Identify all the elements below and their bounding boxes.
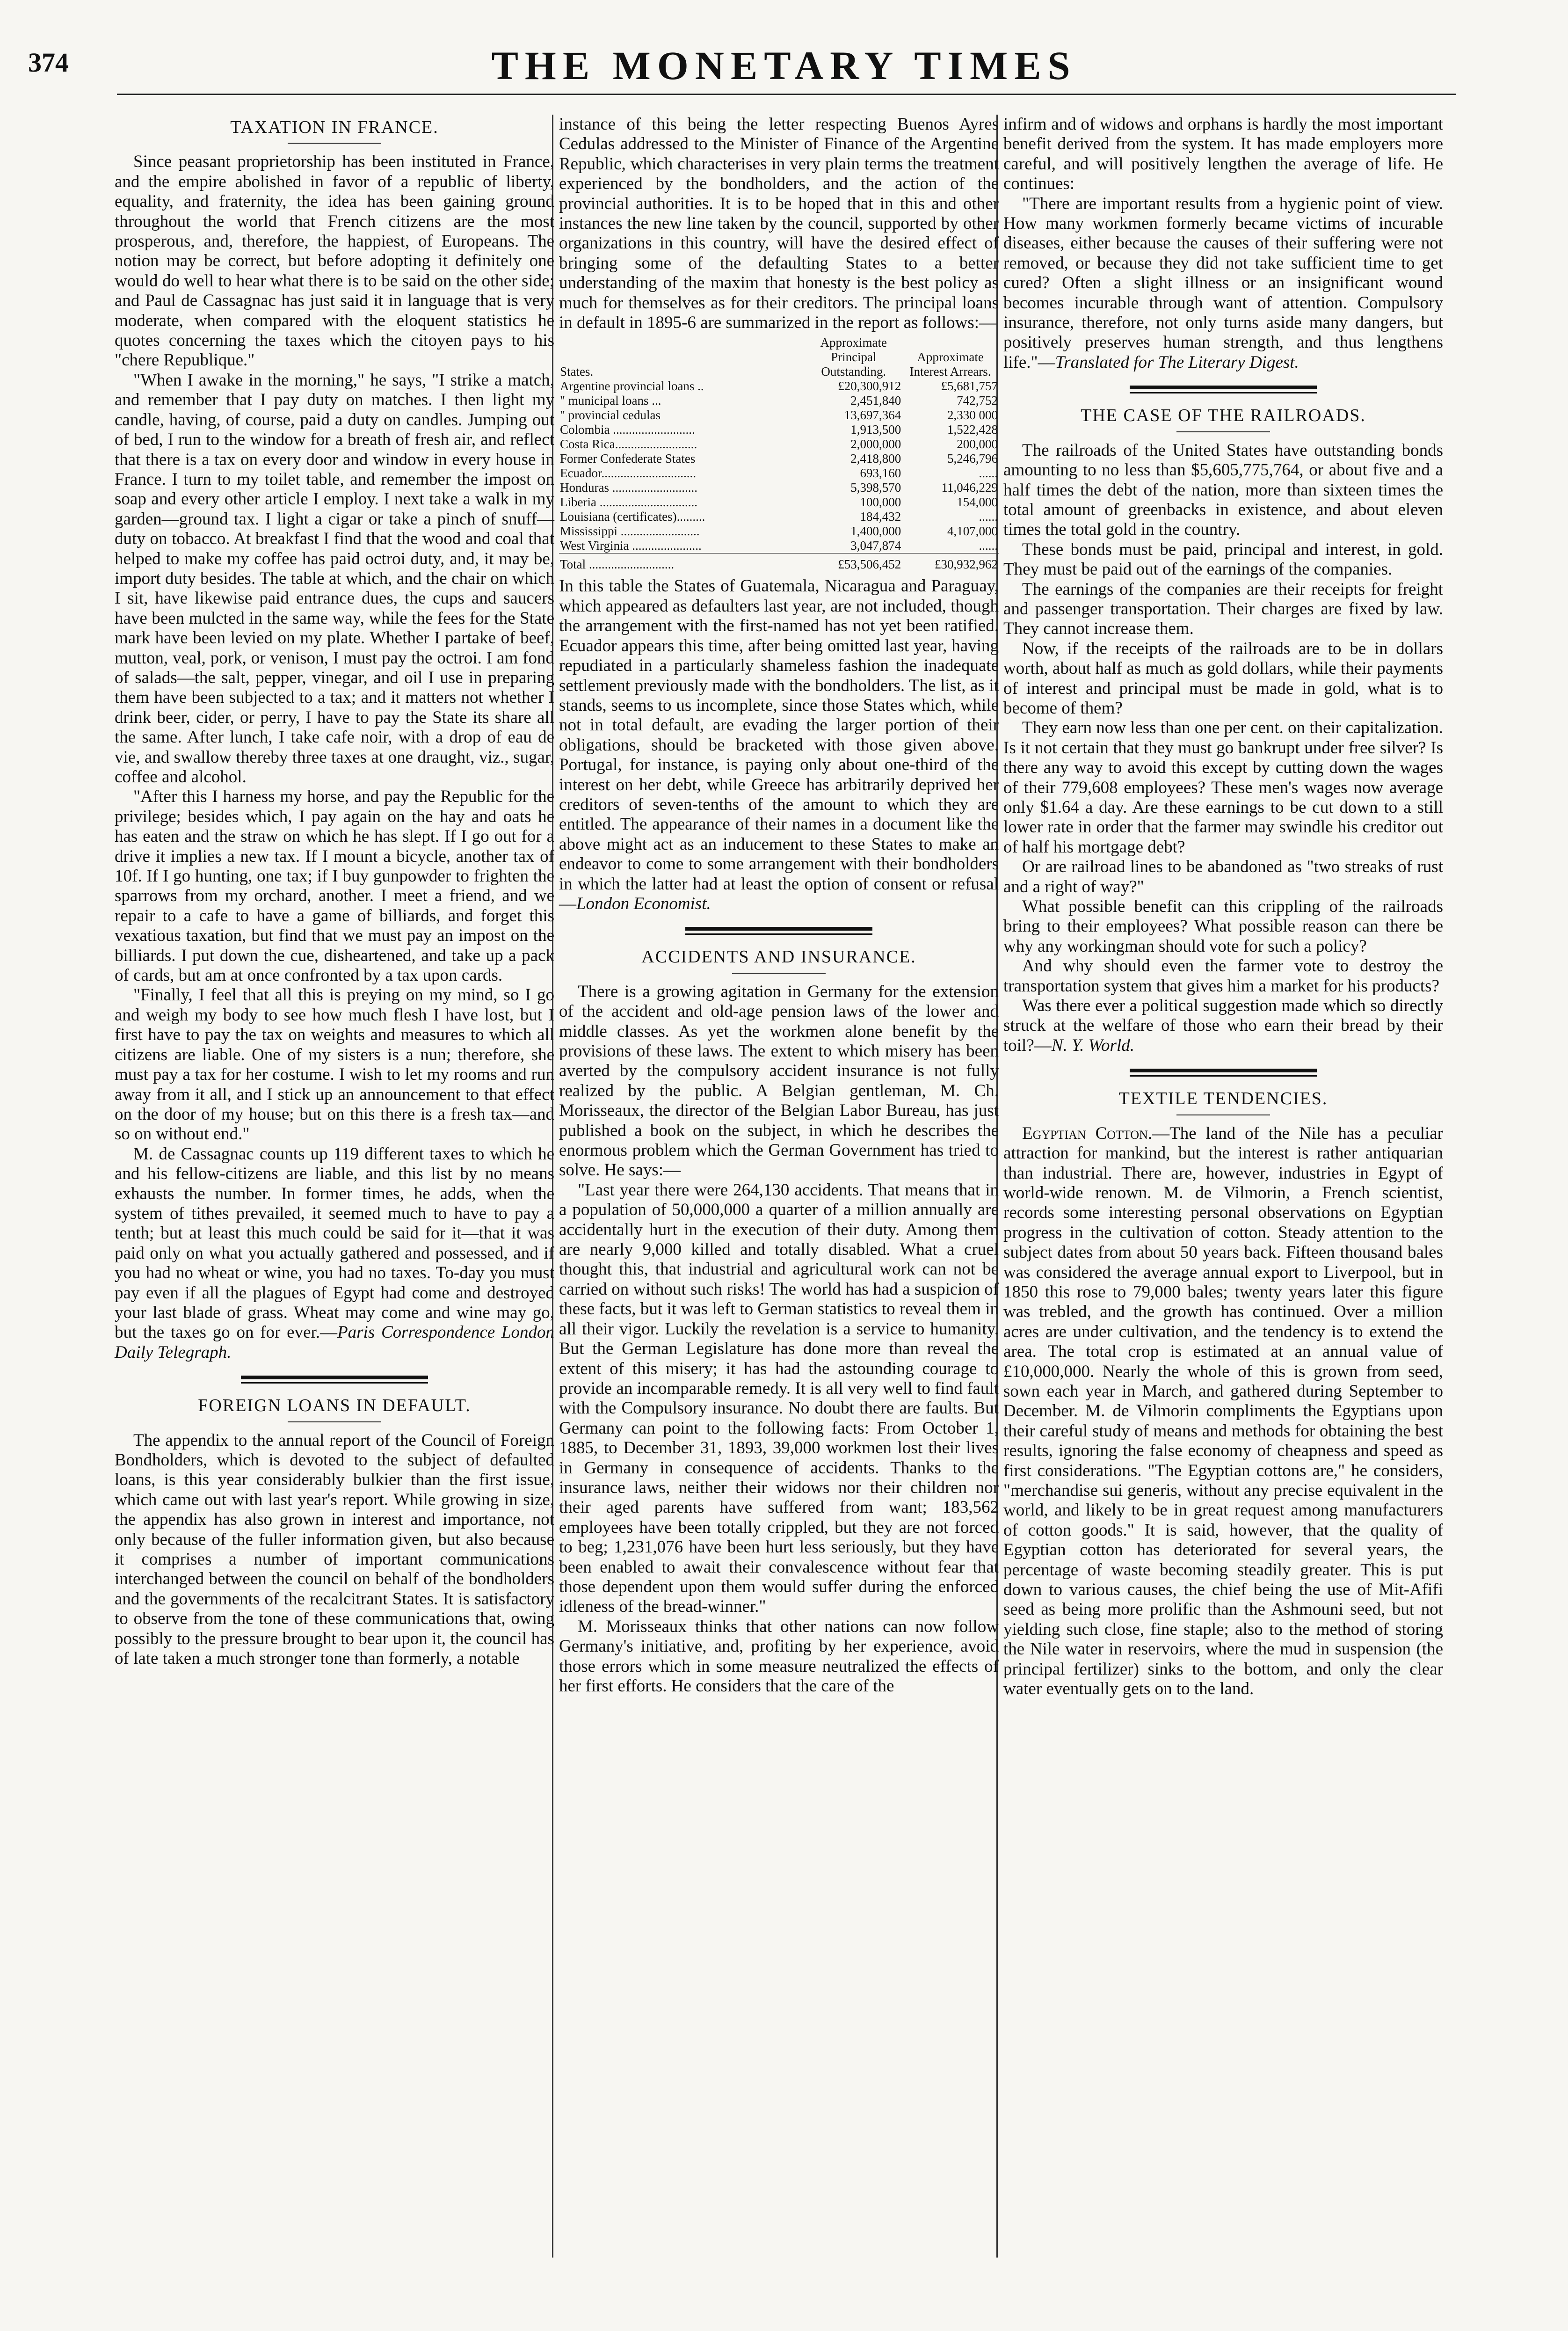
article-heading-railroads: THE CASE OF THE RAILROADS. (1081, 406, 1366, 426)
paragraph: infirm and of widows and orphans is hardly the most important benefit derived from the system. It has made employers more careful, and will positively lengthen the average of life. He continues: (1003, 115, 1443, 194)
table-cell: 200,000 (957, 437, 998, 452)
paragraph: The earnings of the companies are their receipts for freight and passenger transportation. Their charges are fixed by law. They cannot increase them. (1003, 579, 1443, 639)
article-heading-foreign-loans: FOREIGN LOANS IN DEFAULT. (198, 1396, 471, 1416)
heading-rule (288, 143, 381, 144)
table-row (559, 437, 999, 452)
table-row (559, 510, 999, 524)
table-header: States. (560, 364, 594, 379)
table-cell: West Virginia ...................... (560, 539, 702, 553)
paragraph: They earn now less than one per cent. on their capitalization. Is it not certain that they must go bankrupt under free silver? Is there any way to avoid this except by cutting down the wages of their 779,608 employees? These men's wages now average only $1.64 a day. Are these earnings to be cut down to a still lower rate in order that the farmer may swindle his creditor out of half his mortgage debt? (1003, 718, 1443, 857)
table-cell: 2,451,840 (850, 393, 901, 408)
table-cell: 1,522,428 (947, 422, 998, 437)
table-cell: 184,432 (860, 510, 901, 524)
paragraph (1003, 1124, 1443, 1699)
table-cell: 2,418,800 (850, 452, 901, 466)
paragraph-text: Was there ever a political suggestion made which so directly struck at the welfare of those who earn their bread by their toil?— (1003, 996, 1443, 1055)
table-row (559, 524, 999, 539)
paragraph: Or are railroad lines to be abandoned as "two streaks of rust and a right of way?" (1003, 857, 1443, 896)
heading-rule (732, 973, 826, 974)
table-total-row (559, 554, 999, 572)
article-heading-accidents: ACCIDENTS AND INSURANCE. (641, 947, 916, 967)
heading-rule (1176, 431, 1270, 432)
table-cell: 5,398,570 (850, 481, 901, 495)
table-header: Approximate Interest Arrears. (909, 350, 991, 379)
column-3 (1003, 115, 1443, 1699)
paragraph: And why should even the farmer vote to destroy the transportation system that gives him a market for his products? (1003, 956, 1443, 996)
table-cell: 693,160 (860, 466, 901, 481)
paragraph: "Last year there were 264,130 accidents. That means that in a population of 50,000,000 a quarter of a million annually are accidentally hurt in the execution of their duty. Among them are nearly 9,000 killed and totally disabled. What a cruel thought this, that industrial and agricultural work can not be carried on without such risks! The world has had a suspicion of these facts, but it was left to German statistics to reveal them in all their vigor. Luckily the revelation is a service to humanity. But the German Legislature has done more than reveal the extent of this misery; it has had the astounding courage to provide an incomparable remedy. It is all very well to find fault with the Compulsory insurance. No doubt there are faults. But Germany can point to the following facts: From October 1, 1885, to December 31, 1893, 39,000 workmen lost their lives in Germany in consequence of accidents. Thanks to the insurance laws, neither their widows nor their children nor their aged parents have suffered from want; 183,562 employees have been totally crippled, but they are not forced to beg; 1,231,076 have been hurt less seriously, but they have been enabled to await their convalescence without fear that those dependent upon them would suffer during the enforced idleness of the bread-winner." (559, 1180, 999, 1617)
page-number: 374 (28, 47, 69, 78)
paragraph: Since peasant proprietorship has been instituted in France, and the empire abolished in favor of a republic of liberty, equality, and fraternity, the idea has been gaining ground throughout the world that French citizens are the most prosperous, and, therefore, the happiest, of Europeans. The notion may be correct, but before adopting it definitely one would do well to hear what there is to be said on the other side; and Paul de Cassagnac has just said it in language that is very moderate, when compared with the eloquent statistics he quotes concerning the taxes which the citoyen pays to his "chere Republique." (115, 152, 554, 370)
paragraph-text: In this table the States of Guatemala, Nicaragua and Paraguay, which appeared as defaulters last year, are not included, though the arrangement with the first-named has not yet been ratified. Ecuador appears this time, after being omitted last year, having repudiated in a particularly shameless fashion the inadequate settlement previously made with the bondholders. The list, as it stands, seems to us incomplete, since those States which, while not in total default, are evading the larger portion of their obligations, should be bracketed with those given above. Portugal, for instance, is paying only about one-third of the interest on her debt, while Greece has arbitrarily deprived her creditors of seven-tenths of the amount to which they are entitled. The appearance of their names in a document like the above might act as an inducement to these States to make an endeavor to come to some arrangement with their bondholders in which the latter had at least the option of consent or refusal — (559, 576, 999, 913)
source-credit: Translated for The Literary Digest. (1055, 352, 1299, 372)
table-row (559, 422, 999, 437)
column-1 (115, 115, 554, 1668)
paragraph: instance of this being the letter respecting Buenos Ayres Cedulas addressed to the Minister of Finance of the Argentine Republic, which characterises in very plain terms the treatment experienced by the bondholders, and the action of the provincial authorities. It is to be hoped that in this and other instances the new line taken by the council, supported by other organizations in this country, will have the desired effect of bringing some of the defaulting States to a better understanding of the maxim that honesty is the best policy as much for themselves as for their creditors. The principal loans in default in 1895-6 are summarized in the report as follows:— (559, 115, 999, 333)
table-cell: £30,932,962 (902, 554, 999, 572)
source-credit: Paris Correspondence London Daily Telegraph. (115, 1323, 554, 1362)
table-cell: Mississippi ......................... (560, 524, 700, 539)
article-separator (1130, 386, 1317, 393)
table-cell: 13,697,364 (844, 408, 901, 422)
paragraph: There is a growing agitation in Germany for the extension of the accident and old-age pension laws of the lower and middle classes. As yet the workmen alone benefit by the provisions of these laws. The extent to which misery has been averted by the compulsory accident insurance is not fully realized by the public. A Belgian gentleman, M. Ch. Morisseaux, the director of the Belgian Labor Bureau, has just published a book on the subject, in which he describes the enormous problem which the German Government has tried to solve. He says:— (559, 982, 999, 1180)
table-cell: 3,047,874 (850, 539, 901, 553)
source-credit: London Economist. (576, 894, 711, 913)
paragraph: "Finally, I feel that all this is preying on my mind, so I go and weigh my body to see how much flesh I have lost, but I first have to pay the tax on weights and measures to which all citizens are liable. One of my sisters is a nun; therefore, she must pay a tax for her costume. I wish to let my rooms and run away from it all, and I stick up an announcement to that effect on the door of my house; but on this there is a fresh tax—and so on without end." (115, 985, 554, 1144)
paragraph (115, 1144, 554, 1362)
table-cell: 2,000,000 (850, 437, 901, 452)
table-cell: 1,400,000 (850, 524, 901, 539)
table-cell: 100,000 (860, 495, 901, 510)
table-row (559, 539, 999, 554)
table-cell: Ecuador.............................. (560, 466, 696, 481)
table-row (559, 495, 999, 510)
paragraph: The railroads of the United States have outstanding bonds amounting to no less than $5,605,775,764, or about five and a half times the debt of the nation, more than sixteen times the total amount of greenbacks in existence, and about eleven times the total gold in the country. (1003, 440, 1443, 539)
table-cell: 11,046,229 (941, 481, 998, 495)
table-row (559, 481, 999, 495)
table-cell: " provincial cedulas (560, 408, 661, 422)
header-rule (117, 94, 1456, 95)
paragraph (1003, 194, 1443, 373)
table-cell: ...... (979, 539, 998, 553)
table-cell: ...... (979, 466, 998, 481)
table-cell: Liberia ............................... (560, 495, 697, 510)
article-separator (685, 927, 872, 935)
article-separator (1130, 1069, 1317, 1077)
table-cell: £20,300,912 (838, 379, 901, 393)
loans-in-default-table (559, 335, 999, 572)
paragraph: What possible benefit can this crippling of the railroads bring to their employees? What possible reason can there be why any workingman should vote for such a policy? (1003, 897, 1443, 956)
paragraph: Now, if the receipts of the railroads are to be in dollars worth, about half as much as gold dollars, while their payments of interest and principal must be made in gold, what is to become of them? (1003, 639, 1443, 718)
column-2 (559, 115, 999, 1696)
paragraph: These bonds must be paid, principal and interest, in gold. They must be paid out of the earnings of the companies. (1003, 539, 1443, 579)
table-cell: " municipal loans ... (560, 393, 661, 408)
table-row (559, 466, 999, 481)
paragraph (559, 576, 999, 914)
paragraph-text: —The land of the Nile has a peculiar attraction for mankind, but the interest is rather antiquarian than industrial. There are, however, industries in Egypt of world-wide renown. M. de Vilmorin, a French scientist, records some interesting personal observations on Egyptian progress in the cultivation of cotton. Steady attention to the subject dates from about 50 years back. Fifteen thousand bales was considered the average annual export to Liverpool, but in 1850 this rose to 79,000 bales; twenty years later this figure was trebled, and the growth has continued. Over a million acres are under cultivation, and the tendency is to extend the area. The total crop is estimated at an annual value of £10,000,000. Nearly the whole of this is grown from seed, sown each year in March, and gathered during September to December. M. de Vilmorin compliments the Egyptians upon their careful study of means and methods for obtaining the best results, ignoring the false economy of cheapness and speed as first considerations. "The Egyptian cottons are," he considers, "merchandise sui generis, without any precise equivalent in the world, and likely to be in great request among manufacturers of cotton goods." It is said, however, that the quality of Egyptian cotton has deteriorated for several years, the percentage of waste becoming steadily greater. This is put down to various causes, the chief being the use of Mit-Afifi seed as being more prolific than the Ashmouni seed, but not yielding such close, fine staple; also to the method of storing the Nile water in reservoirs, where the mud in suspension (the principal fertilizer) sinks to the bottom, and only the clear water eventually gets on to the land. (1003, 1123, 1443, 1699)
heading-rule (288, 1421, 381, 1422)
paragraph: The appendix to the annual report of the Council of Foreign Bondholders, which is devoted to the subject of defaulted loans, is this year considerably bulkier than the first issue, which came out with last year's report. While growing in size, the appendix has also grown in interest and importance, not only because of the fuller information given, but also because it comprises a number of important communications interchanged between the council on behalf of the bondholders and the governments of the recalcitrant States. It is satisfactory to observe from the tone of these communications that, owing possibly to the pressure brought to bear upon it, the council has of late taken a much stronger tone than formerly, a notable (115, 1430, 554, 1668)
paragraph: "When I awake in the morning," he says, "I strike a match, and remember that I pay duty on matches. I then light my candle, having, of course, paid a duty on candles. Jumping out of bed, I run to the window for a breath of fresh air, and reflect that there is a tax on every door and window in every house in France. I turn to my toilet table, and remember the impost on soap and every other article I employ. I next take a walk in my garden—ground tax. I light a cigar or take a pinch of snuff—duty on tobacco. At breakfast I find that the wood and coal that helped to make my coffee has paid octroi duty, and, it may be, import duty besides. The table at which, and the chair on which I sit, have likewise paid entrance dues, the cups and saucers have been mulcted in the same way, while the fees for the State mark have been levied on my plate. Whether I partake of beef, mutton, veal, pork, or venison, I must pay the octroi. I am fond of salads—the salt, pepper, vinegar, and oil I use in preparing them have been subjected to a tax; and it matters not whether I drink beer, cider, or perry, I have to pay the State its share all the same. After lunch, I take cafe noir, with a drop of eau de vie, and swallow thereby three taxes at one draught, viz., sugar, coffee and alcohol. (115, 370, 554, 787)
table-cell: Former Confederate States (560, 452, 696, 466)
table-row (559, 408, 999, 422)
table-cell: Costa Rica.......................... (560, 437, 697, 452)
table-cell: 2,330 000 (947, 408, 998, 422)
paragraph: M. Morisseaux thinks that other nations can now follow Germany's initiative, and, profiting by her experience, avoid those errors which in some measure neutralized the effects of her first efforts. He considers that the care of the (559, 1617, 999, 1696)
source-credit: N. Y. World. (1051, 1035, 1134, 1055)
table-row (559, 379, 999, 393)
table-row (559, 452, 999, 466)
article-heading-textile: TEXTILE TENDENCIES. (1118, 1089, 1328, 1109)
article-separator (241, 1376, 428, 1384)
table-cell: 5,246,796 (947, 452, 998, 466)
table-header: Approximate Principal Outstanding. (820, 335, 887, 379)
paragraph: "After this I harness my horse, and pay the Republic for the privilege; besides which, I pay again on the hay and oats he has eaten and the straw on which he has slept. If I go out for a drive it implies a new tax. If I mount a bicycle, another tax of 10f. If I go hunting, one tax; if I buy gunpowder to frighten the sparrows from my orchard, another. I meet a friend, and we repair to a cafe to have a game of billiards, and forget this vexatious taxation, but find that we must pay an impost on the billiards. I put down the cue, disheartened, and take up a pack of cards, but am at once confronted by a tax upon cards. (115, 787, 554, 985)
table-cell: Total ........................... (559, 554, 805, 572)
table-row (559, 393, 999, 408)
table-cell: £53,506,452 (805, 554, 902, 572)
table-cell: Honduras ........................... (560, 481, 697, 495)
lead-in: Egyptian Cotton. (1022, 1123, 1153, 1143)
table-cell: 154,000 (957, 495, 998, 510)
table-cell: £5,681,757 (941, 379, 998, 393)
paragraph-text: "There are important results from a hygienic point of view. How many workmen formerly became victims of incurable diseases, either because the causes of their suffering were not removed, or because they did not take sufficient time to get cured? Often a slight illness or an insignificant wound becomes incurable through want of attention. Compulsory insurance, therefore, not only turns aside many dangers, but positively preserves human strength, and thus lengthens life."— (1003, 194, 1443, 372)
table-cell: Louisiana (certificates)......... (560, 510, 705, 524)
article-heading-taxation: TAXATION IN FRANCE. (230, 117, 439, 137)
paragraph-text: M. de Cassagnac counts up 119 different taxes to which he and his fellow-citizens are liable, and this list by no means exhausts the number. In former times, he adds, when the system of tithes prevailed, it seemed much to have to pay a tenth; but at least this much could be said for it—that it was paid only on what you actually gathered and possessed, and if you had no wheat or wine, you had no taxes. To-day you must pay even if all the plagues of Egypt had come and destroyed your last blade of grass. Wheat may come and wine may go, but the taxes go on for ever.— (115, 1144, 554, 1342)
table-cell: Colombia .......................... (560, 422, 695, 437)
table-cell: 4,107,000 (947, 524, 998, 539)
table-cell: ...... (979, 510, 998, 524)
table-cell: 742,752 (957, 393, 998, 408)
table-cell: 1,913,500 (850, 422, 901, 437)
paragraph (1003, 996, 1443, 1056)
table-cell: Argentine provincial loans .. (560, 379, 704, 393)
masthead: THE MONETARY TIMES (491, 43, 1077, 88)
